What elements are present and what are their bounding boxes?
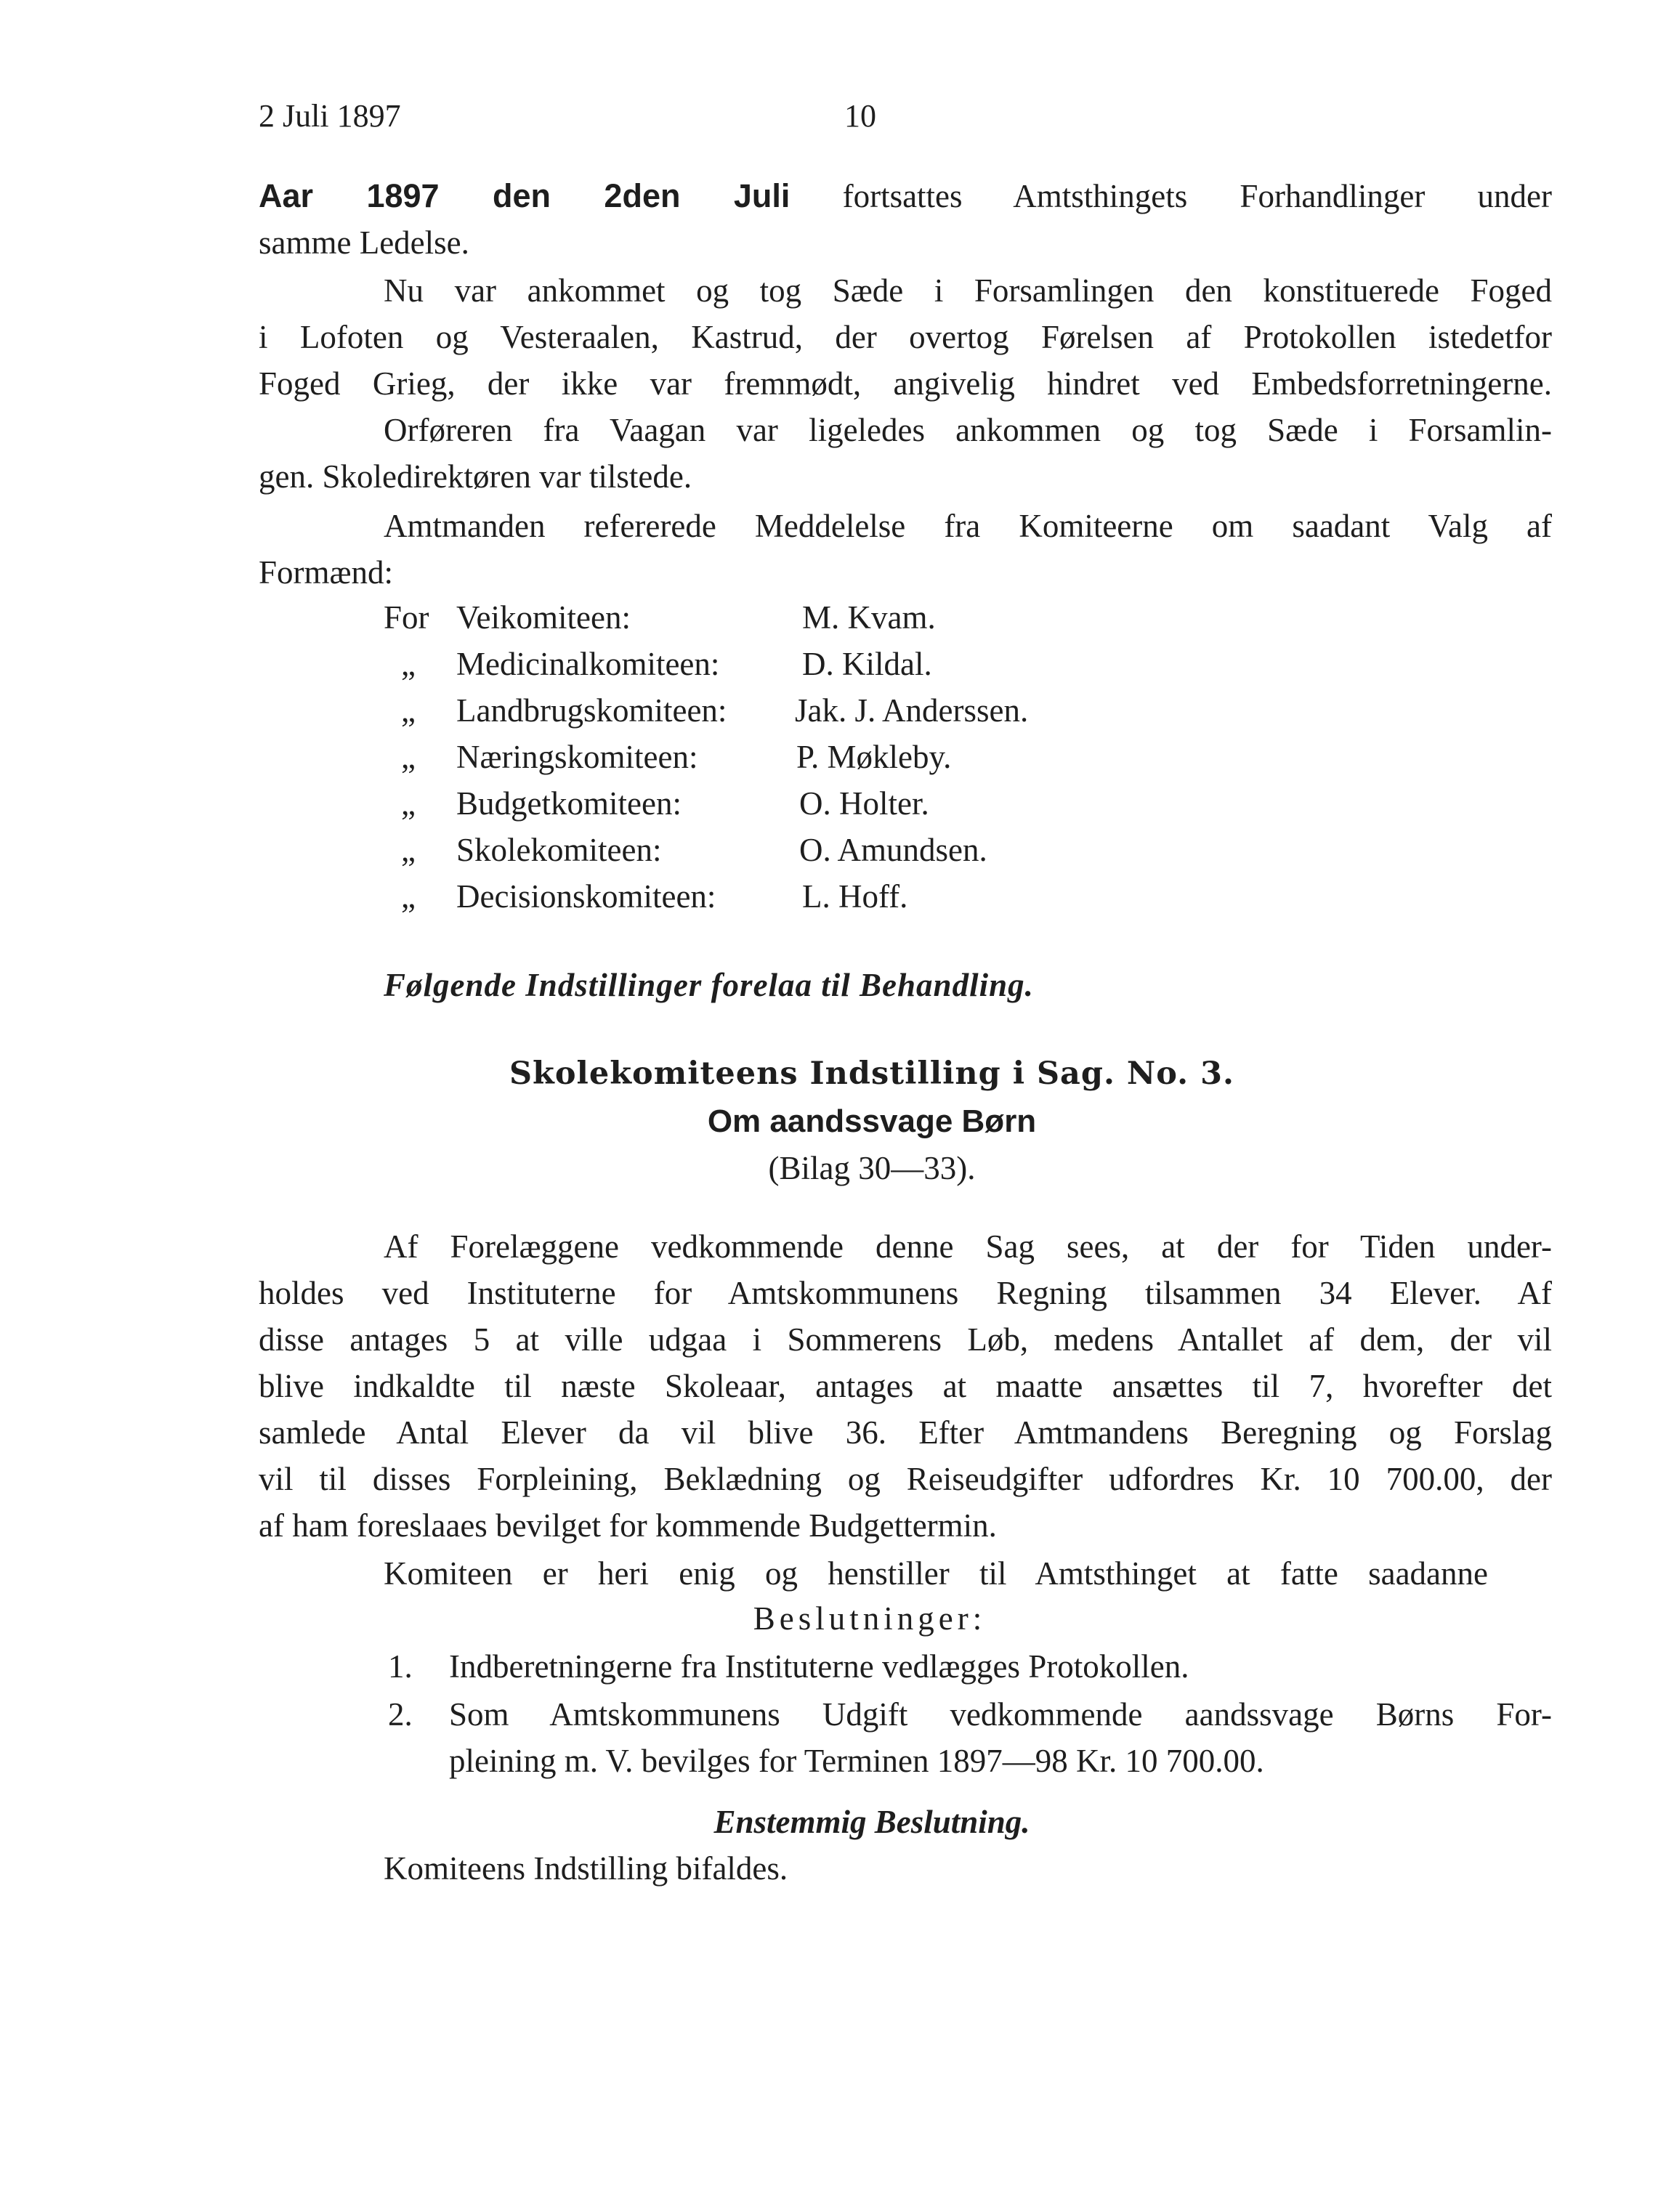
paragraph-line: Af Forelæggene vedkommende denne Sag sees, at der for Tiden under- — [384, 1228, 1552, 1265]
opening-rest: fortsattes Amtsthingets Forhandlinger under — [842, 178, 1552, 214]
page-date: 2 Juli 1897 — [259, 98, 401, 134]
committee-name: Næringskomiteen: — [456, 739, 698, 775]
committee-prefix: „ — [401, 785, 416, 822]
section-subtitle: Om aandssvage Børn — [707, 1103, 1037, 1139]
committee-name: Skolekomiteen: — [456, 832, 662, 868]
committee-chair: Jak. J. Anderssen. — [795, 692, 1029, 729]
paragraph-line: holdes ved Instituterne for Amtskommunens Regning tilsammen 34 Elever. Af — [259, 1275, 1552, 1311]
committee-row — [0, 644, 1674, 684]
paragraph-line: af ham foreslaaes bevilget for kommende Budgettermin. — [259, 1507, 997, 1544]
paragraph-line: samlede Antal Elever da vil blive 36. Efter Amtmandens Beregning og Forslag — [259, 1414, 1552, 1451]
resolution-number: 1. — [388, 1648, 413, 1685]
paragraph-line: Nu var ankommet og tog Sæde i Forsamlingen den konstituerede Foged — [384, 272, 1552, 309]
paragraph-line: Komiteen er heri enig og henstiller til Amtsthinget at fatte saadanne — [384, 1555, 1488, 1592]
resolution-text: Som Amtskommunens Udgift vedkommende aandssvage Børns For- — [449, 1696, 1552, 1733]
paragraph-line: vil til disses Forpleining, Beklædning og Reiseudgifter udfordres Kr. 10 700.00, der — [259, 1461, 1552, 1497]
resolution-text: pleining m. V. bevilges for Terminen 1897—98 Kr. 10 700.00. — [449, 1743, 1264, 1779]
committee-chair: M. Kvam. — [802, 599, 936, 636]
proposals-intro: Følgende Indstillinger forelaa til Behandling. — [384, 967, 1034, 1003]
committee-prefix: „ — [401, 739, 416, 775]
committee-row — [0, 876, 1674, 917]
resolutions-heading: Beslutninger: — [753, 1600, 987, 1637]
paragraph-line: Amtmanden refererede Meddelelse fra Komiteerne om saadant Valg af — [384, 508, 1552, 544]
committee-chair: D. Kildal. — [802, 646, 932, 682]
paragraph-line: disse antages 5 at ville udgaa i Sommerens Løb, medens Antallet af dem, der vil — [259, 1321, 1552, 1358]
committee-prefix: „ — [401, 692, 416, 729]
committee-row — [0, 830, 1674, 870]
opening-line — [259, 176, 1552, 216]
committee-name: Veikomiteen: — [456, 599, 631, 636]
committee-chair: O. Holter. — [799, 785, 929, 822]
paragraph-line: gen. Skoledirektøren var tilstede. — [259, 458, 692, 495]
committee-row — [0, 783, 1674, 824]
paragraph-line: Foged Grieg, der ikke var fremmødt, angivelig hindret ved Embedsforretningerne. — [259, 365, 1552, 402]
committee-row — [0, 690, 1674, 731]
section-bilag: (Bilag 30—33). — [768, 1150, 976, 1186]
committee-prefix: For — [384, 599, 429, 636]
paragraph-line: Formænd: — [259, 554, 394, 591]
committee-name: Landbrugskomiteen: — [456, 692, 727, 729]
paragraph-line: i Lofoten og Vesteraalen, Kastrud, der overtog Førelsen af Protokollen istedetfor — [259, 319, 1552, 355]
committee-chair: L. Hoff. — [802, 878, 908, 915]
resolution-number: 2. — [388, 1696, 413, 1733]
committee-name: Budgetkomiteen: — [456, 785, 682, 822]
committee-name: Medicinalkomiteen: — [456, 646, 720, 682]
paragraph-line: blive indkaldte til næste Skoleaar, antages at maatte ansættes til 7, hvorefter det — [259, 1368, 1552, 1404]
paragraph-line: Orføreren fra Vaagan var ligeledes ankommen og tog Sæde i Forsamlin- — [384, 412, 1552, 448]
committee-chair: O. Amundsen. — [799, 832, 987, 868]
committee-name: Decisionskomiteen: — [456, 878, 716, 915]
opening-lead: Aar 1897 den 2den Juli — [259, 177, 790, 214]
committee-prefix: „ — [401, 646, 416, 682]
page-number: 10 — [844, 98, 876, 134]
committee-prefix: „ — [401, 878, 416, 915]
committee-row — [0, 597, 1674, 638]
closing-line: Komiteens Indstilling bifaldes. — [384, 1850, 788, 1887]
committee-row — [0, 737, 1674, 777]
section-title: Skolekomiteens Indstilling i Sag. No. 3. — [509, 1056, 1234, 1092]
committee-chair: P. Møkleby. — [796, 739, 952, 775]
paragraph-line: samme Ledelse. — [259, 224, 469, 261]
unanimous-decision: Enstemmig Beslutning. — [713, 1804, 1030, 1840]
resolution-text: Indberetningerne fra Instituterne vedlægges Protokollen. — [449, 1648, 1189, 1685]
committee-prefix: „ — [401, 832, 416, 868]
